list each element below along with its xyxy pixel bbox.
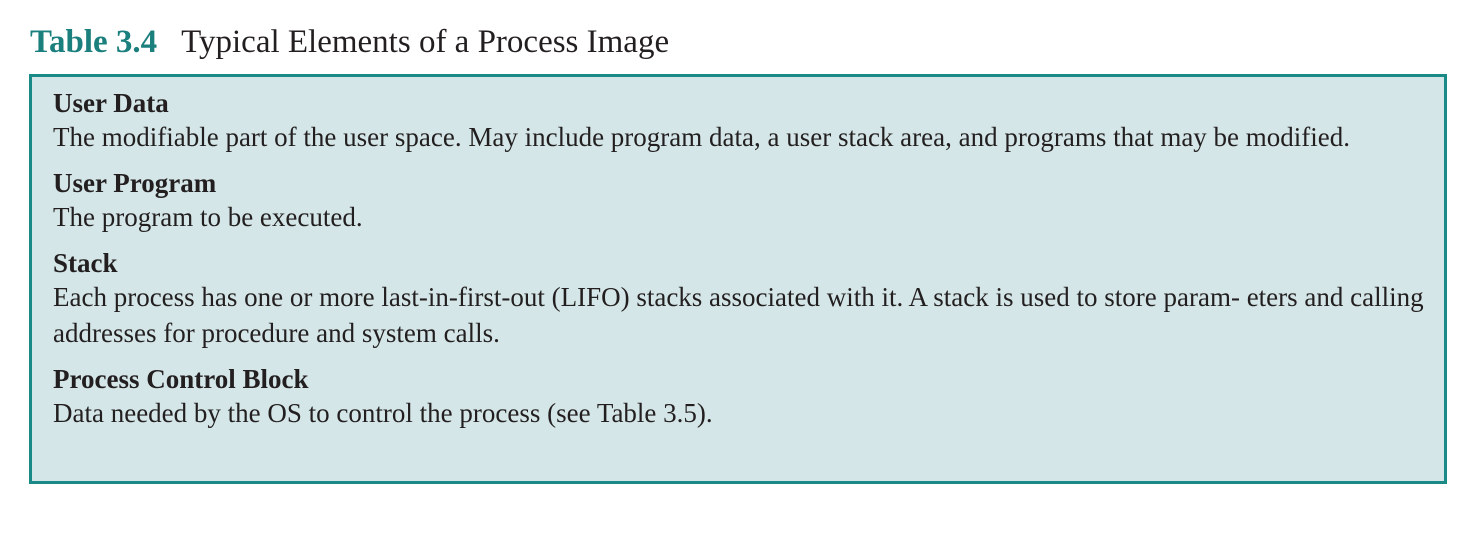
- entry-user-data: [53, 87, 1424, 155]
- entry-title: User Program: [53, 168, 217, 198]
- entry-process-control-block: [53, 363, 1424, 431]
- entry-user-program: [53, 167, 1424, 235]
- entry-description: The program to be executed.: [53, 202, 363, 232]
- table-title: Typical Elements of a Process Image: [181, 24, 670, 60]
- entry-title: Process Control Block: [53, 364, 309, 394]
- table-number: Table 3.4: [30, 24, 158, 60]
- table-caption: [30, 22, 669, 62]
- entry-title: User Data: [53, 88, 169, 118]
- table-body: [29, 74, 1447, 484]
- entry-title: Stack: [53, 248, 118, 278]
- entry-description: The modifiable part of the user space. May include program data, a user stack area, and programs that may be modified.: [53, 122, 1351, 152]
- entry-stack: [53, 247, 1424, 351]
- entry-description: Each process has one or more last-in-first-out (LIFO) stacks associated with it. A stack is used to store param- eters and calling addresses for procedure and system calls.: [53, 282, 1424, 348]
- entry-description: Data needed by the OS to control the process (see Table 3.5).: [53, 398, 713, 428]
